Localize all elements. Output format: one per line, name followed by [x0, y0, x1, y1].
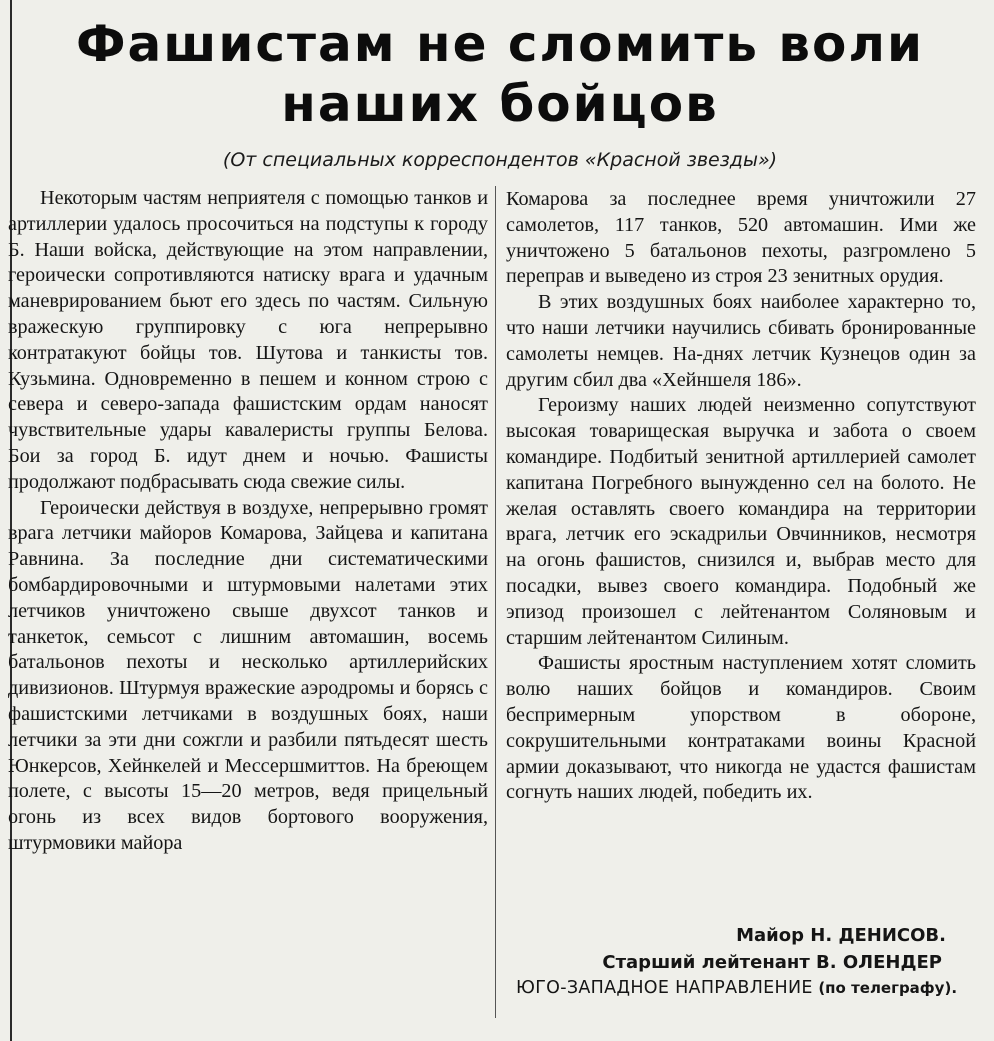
dateline: [516, 976, 976, 1001]
signatures-block: [506, 922, 976, 976]
signature-denisov: Майор Н. ДЕНИСОВ.: [736, 925, 946, 946]
headline-line-1: Фашистам не сломить воли: [75, 15, 925, 73]
article-headline: [20, 14, 980, 134]
paragraph: Некоторым частям неприятеля с помощью танков и артиллерии удалось просочиться на подступы к городу Б. Наши войска, действующие на этом направлении, героически сопротивляются натиску врага и удачным маневрированием бьют его здесь по частям. Сильную вражескую группировку с юга непрерывно контратакуют бойцы тов. Шутова и танкисты тов. Кузьмина. Одновременно в пешем и конном строю с севера и северо-запада фашистским ордам наносят чувствительные удары кавалеристы группы Белова. Бои за город Б. идут днем и ночью. Фашисты продолжают подбрасывать сюда свежие силы.: [8, 187, 488, 493]
paragraph: Героизму наших людей неизменно сопутствуют высокая товарищеская выручка и забота о своем командире. Подбитый зенитной артиллерией самолет капитана Погребного вынужденно сел на болото. Не желая оставлять своего командира на территории врага, летчик его эскадрильи Овчинников, несмотря на огонь фашистов, снизился и, выбрав место для посадки, вывез своего командира. Подобный же эпизод произошел с лейтенантом Соляновым и старшим лейтенантом Силиным.: [506, 394, 976, 649]
signature-olender: Старший лейтенант В. ОЛЕНДЕР: [602, 952, 942, 973]
paragraph: В этих воздушных боях наиболее характерно то, что наши летчики научились сбивать бронированные самолеты немцев. На-днях летчик Кузнецов один за другим сбил два «Хейншеля 186».: [506, 291, 976, 391]
left-column: [8, 186, 488, 857]
paragraph: Героически действуя в воздухе, непрерывно громят врага летчики майоров Комарова, Зайцева и капитана Равнина. За последние дни систематическими бомбардировочными и штурмовыми налетами этих летчиков уничтожено свыше двухсот танков и танкеток, семьсот с лишним автомашин, восемь батальонов пехоты и несколько артиллерийских дивизионов. Штурмуя вражеские аэродромы и борясь с фашистскими летчиками в воздушных боях, наши летчики за эти дни сожгли и разбили пятьдесят шесть Юнкерсов, Хейнкелей и Мессершмиттов. На бреющем полете, с высоты 15—20 метров, ведя прицельный огонь из всех видов бортового вооружения, штурмовики майора: [8, 496, 488, 854]
paragraph: Фашисты яростным наступлением хотят сломить волю наших бойцов и командиров. Своим беспримерным упорством в обороне, сокрушительными контратаками воины Красной армии доказывают, что никогда не удастся фашистам согнуть наших людей, победить их.: [506, 652, 976, 804]
paragraph-continuation: Комарова за последнее время уничтожили 27 самолетов, 117 танков, 520 автомашин. Ими же уничтожено 5 батальонов пехоты, разгромлено 5 переправ и выведено из строя 23 зенитных орудия.: [506, 188, 976, 288]
location-text: ЮГО-ЗАПАДНОЕ НАПРАВЛЕНИЕ: [516, 978, 813, 998]
article-byline: (От специальных корреспондентов «Красной звезды»): [222, 149, 778, 171]
headline-line-2: наших бойцов: [281, 75, 719, 133]
location-note: (по телеграфу).: [818, 979, 958, 997]
column-divider: [495, 186, 496, 1018]
right-column: [506, 187, 976, 806]
